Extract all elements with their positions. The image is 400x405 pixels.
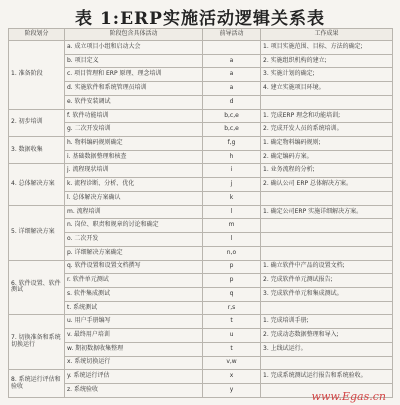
table-row [9,137,393,151]
result-cell [261,301,393,315]
predecessor-cell: a [203,54,261,68]
header-result: 工作成果 [261,29,393,41]
result-cell [261,219,393,233]
phase-cell: 7. 切换准备和系统切换运行 [9,315,65,370]
phase-cell: 2. 初步培训 [9,109,65,136]
header-phase: 阶段划分 [9,29,65,41]
table-row [9,370,393,384]
phase-cell: 5. 详细解决方案 [9,205,65,260]
result-cell: 2. 完成软件单元测试报告; [261,274,393,288]
predecessor-cell: l [203,205,261,219]
task-cell: s. 软件集成测试 [65,287,203,301]
result-cell: 2. 确定编码方案。 [261,150,393,164]
table-row [9,287,393,301]
result-cell: 1. 完成培训手册; [261,315,393,329]
task-cell: f. 软件功能培训 [65,109,203,123]
task-cell: j. 流程现状培训 [65,164,203,178]
result-cell: 1. 项目实施范围、目标、方法的确定; [261,41,393,55]
task-cell: r. 软件单元测试 [65,274,203,288]
result-cell: 2. 实施组织机构的建立; [261,54,393,68]
task-cell: c. 项目管理和 ERP 原理、理念培训 [65,68,203,82]
result-cell: 3. 实施计划的确定; [261,68,393,82]
predecessor-cell: t [203,342,261,356]
task-cell: e. 软件安装调试 [65,95,203,109]
table-row [9,356,393,370]
table-row [9,178,393,192]
predecessor-cell: v,w [203,356,261,370]
table-row [9,219,393,233]
table-row [9,191,393,205]
result-cell: 1. 完成ERP 理念和功能培训; [261,109,393,123]
result-cell [261,246,393,260]
phase-cell: 4. 总体解决方案 [9,164,65,205]
table-row [9,82,393,96]
task-cell: o. 二次开发 [65,233,203,247]
task-cell: l. 总体解决方案确认 [65,191,203,205]
predecessor-cell: b,c,e [203,123,261,137]
result-cell [261,233,393,247]
task-cell: m. 流程培训 [65,205,203,219]
erp-activity-table [8,28,393,398]
table-row [9,164,393,178]
task-cell: h. 物料编码规则确定 [65,137,203,151]
task-cell: g. 二次开发培训 [65,123,203,137]
result-cell: 1. 完成系统测试运行报告和系统验收。 [261,370,393,384]
task-cell: i. 基础数据整理和核查 [65,150,203,164]
predecessor-cell: t [203,315,261,329]
predecessor-cell: b,c,e [203,109,261,123]
table-row [9,260,393,274]
table-row [9,329,393,343]
result-cell: 1. 确定公司ERP 实施详细解决方案。 [261,205,393,219]
table-row [9,95,393,109]
table-row [9,301,393,315]
table-row [9,54,393,68]
table-row [9,315,393,329]
table-body [9,41,393,398]
task-cell: y. 系统运行评估 [65,370,203,384]
task-cell: d. 实施软件和系统管理员培训 [65,82,203,96]
task-cell: w. 期初数据收集整理 [65,342,203,356]
result-cell: 2. 完成开发人员的系统培训。 [261,123,393,137]
predecessor-cell: h [203,150,261,164]
table-row [9,123,393,137]
result-cell [261,95,393,109]
result-cell: 3. 完成软件单元和集成测试。 [261,287,393,301]
result-cell: 1. 确立软件中产品的设置文档; [261,260,393,274]
predecessor-cell: i [203,164,261,178]
result-cell: 1. 业务流程的分析; [261,164,393,178]
phase-cell: 6. 软件设置、软件测试 [9,260,65,315]
predecessor-cell: n,o [203,246,261,260]
table-header-row [9,29,393,41]
predecessor-cell: p [203,260,261,274]
predecessor-cell: q [203,287,261,301]
phase-cell: 3. 数据收集 [9,137,65,164]
table-row [9,150,393,164]
result-cell: 2. 确认公司 ERP 总体解决方案。 [261,178,393,192]
table-row [9,246,393,260]
watermark: www.Egas.cn [311,390,386,403]
header-task: 阶段包含具体活动 [65,29,203,41]
task-cell: z. 系统验收 [65,383,203,397]
header-predecessor: 前导活动 [203,29,261,41]
predecessor-cell: p [203,274,261,288]
phase-cell: 1. 准备阶段 [9,41,65,110]
result-cell [261,356,393,370]
predecessor-cell: m [203,219,261,233]
table-row [9,41,393,55]
predecessor-cell: k [203,191,261,205]
table-row [9,205,393,219]
predecessor-cell: f,g [203,137,261,151]
task-cell: v. 最终用户培训 [65,329,203,343]
predecessor-cell: l [203,233,261,247]
task-cell: q. 软件设置和设置文档撰写 [65,260,203,274]
result-cell [261,191,393,205]
table-row [9,342,393,356]
table-row [9,233,393,247]
phase-cell: 8. 系统运行评估和验收 [9,370,65,398]
predecessor-cell: d [203,95,261,109]
result-cell: 4. 建立实施项目环境。 [261,82,393,96]
predecessor-cell: a [203,68,261,82]
predecessor-cell: j [203,178,261,192]
task-cell: t. 系统测试 [65,301,203,315]
predecessor-cell: a [203,82,261,96]
predecessor-cell: u [203,329,261,343]
task-cell: n. 岗位、职责和规章的讨论和确定 [65,219,203,233]
task-cell: p. 详细解决方案确定 [65,246,203,260]
task-cell: u. 用户手册编写 [65,315,203,329]
result-cell: 2. 完成动态数据整理和导入; [261,329,393,343]
result-cell: 3. 上线试运行。 [261,342,393,356]
predecessor-cell: x [203,370,261,384]
task-cell: a. 成立项目小组和启动大会 [65,41,203,55]
task-cell: k. 流程诊断、分析、优化 [65,178,203,192]
predecessor-cell: r,s [203,301,261,315]
task-cell: b. 项目定义 [65,54,203,68]
table-row [9,68,393,82]
predecessor-cell [203,41,261,55]
table-title: 表 1:ERP实施活动逻辑关系表 [75,9,325,29]
task-cell: x. 系统切换运行 [65,356,203,370]
predecessor-cell: y [203,383,261,397]
table-row [9,274,393,288]
result-cell: 1. 确定物料编码规则; [261,137,393,151]
table-row [9,109,393,123]
